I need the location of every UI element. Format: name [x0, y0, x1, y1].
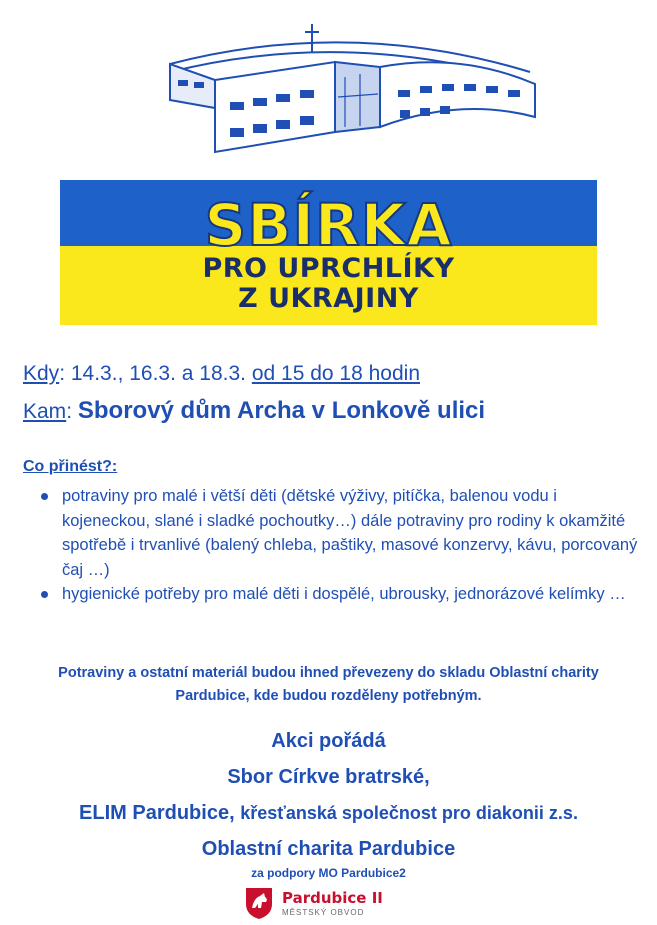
logo-name: Pardubice II [282, 889, 383, 907]
organizer-3: Oblastní charita Pardubice [201, 838, 456, 860]
organizer-2-name: ELIM Pardubice, [79, 802, 235, 824]
ukraine-flag-banner [60, 180, 597, 325]
bullet-icon [41, 493, 48, 500]
note-line1: Potraviny a ostatní materiál budou ihned převezeny do skladu Oblastní charity [58, 665, 599, 681]
organizer-1: Sbor Církve bratrské, [227, 766, 430, 788]
logo-subtitle: MĚSTSKÝ OBVOD [282, 908, 365, 917]
bring-list [40, 484, 640, 607]
where-label: Kam [23, 400, 67, 423]
organizer-2-description: křesťanská společnost pro diakonii z.s. [240, 803, 578, 823]
where-place: Sborový dům Archa v Lonkově ulici [77, 397, 486, 424]
banner-subtitle-line2: Z UKRAJINY [238, 283, 419, 314]
transport-note [0, 662, 657, 708]
bullet-icon [41, 591, 48, 598]
list-item [40, 484, 640, 582]
building-illustration [150, 22, 550, 162]
when-line: Kdy: 14.3., 16.3. a 18.3. od 15 do 18 hodin [23, 362, 420, 385]
when-time: od 15 do 18 hodin [251, 362, 420, 385]
when-dates: 14.3., 16.3. a 18.3. [70, 362, 246, 385]
shield-horse-icon [244, 886, 274, 920]
organizers-heading: Akci pořádá [271, 730, 386, 752]
bring-item-text: hygienické potřeby pro malé děti i dospělé, ubrousky, jednorázové kelímky … [62, 585, 626, 604]
list-item [40, 582, 640, 607]
support-line: za podpory MO Pardubice2 [251, 866, 406, 880]
banner-subtitle-line1: PRO UPRCHLÍKY [202, 253, 455, 284]
banner-title: SBÍRKA [204, 191, 453, 259]
note-line2: Pardubice, kde budou rozděleny potřebným. [175, 688, 482, 704]
organizer-2 [0, 802, 657, 825]
bring-item-text: potraviny pro malé i větší děti (dětské výživy, pitíčka, balenou vodu i kojeneckou, slané i sladké pochoutky…) dále potraviny pro rodiny k okamžité spotřebě i trvanlivé (balený chleba, paštiky, masové konzervy, kávu, porcovaný čaj …) [62, 487, 638, 579]
bring-heading: Co přinést?: [23, 458, 118, 475]
when-label: Kdy [23, 362, 60, 385]
where-line: Kam: Sborový dům Archa v Lonkově ulici [23, 397, 486, 424]
pardubice-logo [244, 886, 414, 920]
